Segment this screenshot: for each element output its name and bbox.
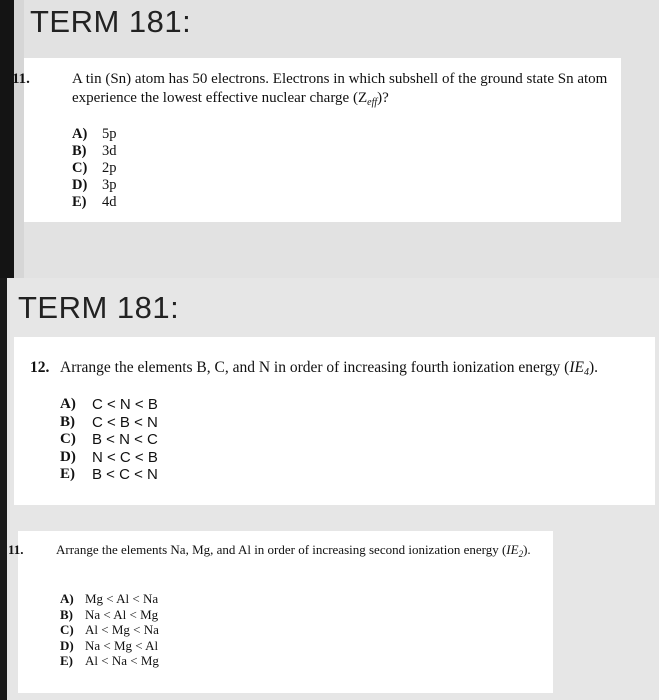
answer-option[interactable]: C) 2p	[72, 160, 117, 176]
question-text: Arrange the elements Na, Mg, and Al in order of increasing second ionization energy (	[56, 542, 507, 557]
term-title-top: TERM 181:	[30, 4, 192, 39]
question-text: Arrange the elements B, C, and N in order of increasing fourth ionization energy (	[60, 359, 570, 376]
question-text-end: ).	[588, 359, 599, 376]
answer-option[interactable]: A) 5p	[72, 126, 117, 142]
term-title-bottom: TERM 181:	[18, 290, 180, 325]
question-text-end: )?	[377, 90, 389, 106]
answer-option[interactable]: E) 4d	[72, 194, 117, 210]
question-number: 11.	[8, 542, 24, 557]
left-dark-edge-lower	[0, 278, 7, 700]
answer-option[interactable]: B) Na < Al < Mg	[60, 606, 159, 622]
question-ital: IE	[506, 542, 519, 557]
question-11-sn	[12, 70, 642, 112]
answer-options-2	[60, 396, 158, 484]
answer-options-1	[72, 126, 117, 211]
answer-option[interactable]: D) N < C < B	[60, 448, 158, 466]
answer-option[interactable]: D) Na < Mg < Al	[60, 637, 159, 653]
question-ital: IE	[569, 359, 584, 376]
answer-option[interactable]: A) C < N < B	[60, 396, 158, 413]
question-sub: 2	[518, 549, 524, 559]
answer-option[interactable]: D) 3p	[72, 177, 117, 193]
answer-option[interactable]: C) B < N < C	[60, 431, 158, 448]
answer-option[interactable]: C) Al < Mg < Na	[60, 622, 159, 637]
question-12-bcn	[30, 358, 650, 382]
answer-option[interactable]: B) 3d	[72, 143, 117, 159]
question-11-namgal	[8, 541, 576, 563]
left-gray-edge	[14, 0, 24, 278]
question-sub: eff	[367, 97, 378, 108]
question-number: 11.	[12, 71, 30, 87]
question-text-end: ).	[523, 542, 531, 557]
answer-option[interactable]: E) Al < Na < Mg	[60, 653, 159, 668]
left-dark-edge	[0, 0, 14, 278]
answer-option[interactable]: B) C < B < N	[60, 413, 158, 431]
question-text: A tin (Sn) atom has 50 electrons. Electrons in which subshell of the ground state Sn atom experience the lowest effective nuclear charge (Z	[72, 71, 608, 106]
question-sub: 4	[583, 367, 589, 378]
answer-options-3	[60, 591, 159, 669]
answer-option[interactable]: A) Mg < Al < Na	[60, 591, 159, 606]
answer-option[interactable]: E) B < C < N	[60, 466, 158, 483]
question-number: 12.	[30, 359, 50, 376]
